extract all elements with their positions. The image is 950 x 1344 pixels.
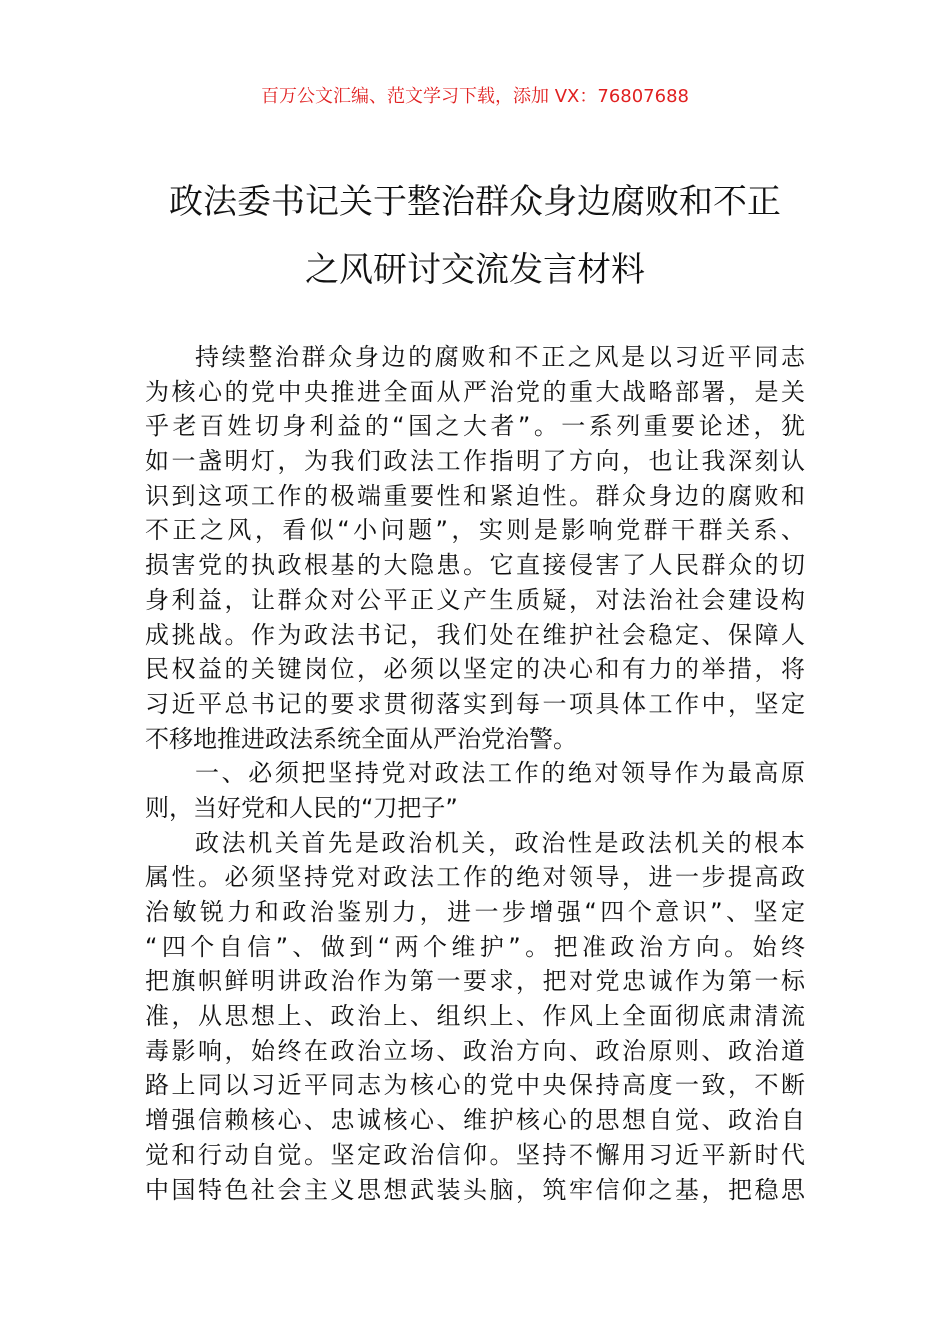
document-body (145, 340, 805, 1207)
paragraph-line: 治敏锐力和政治鉴别力，进一步增强“四个意识”、坚定 (145, 898, 805, 926)
paragraph-line: 身利益，让群众对公平正义产生质疑，对法治社会建设构 (145, 585, 805, 614)
paragraph-line: 为核心的党中央推进全面从严治党的重大战略部署，是关 (145, 377, 805, 406)
download-banner: 百万公文汇编、范文学习下载，添加 VX：76807688 (261, 86, 689, 107)
paragraph-line: 把旗帜鲜明讲政治作为第一要求，把对党忠诚作为第一标 (145, 967, 805, 996)
document-title-line-2: 之风研讨交流发言材料 (305, 250, 645, 290)
paragraph-line: 民权益的关键岗位，必须以坚定的决心和有力的举措，将 (145, 655, 805, 684)
paragraph-line: 不移地推进政法系统全面从严治党治警。 (145, 724, 577, 753)
paragraph-line: 识到这项工作的极端重要性和紧迫性。群众身边的腐败和 (145, 481, 805, 510)
paragraph-line: 持续整治群众身边的腐败和不正之风是以习近平同志 (195, 343, 805, 371)
paragraph-line: 习近平总书记的要求贯彻落实到每一项具体工作中，坚定 (145, 689, 805, 718)
paragraph-line: 增强信赖核心、忠诚核心、维护核心的思想自觉、政治自 (145, 1106, 805, 1135)
paragraph-line: 如一盏明灯，为我们政法工作指明了方向，也让我深刻认 (145, 447, 805, 476)
section-heading-line: 一、必须把坚持党对政法工作的绝对领导作为最高原 (195, 759, 805, 788)
paragraph-line: 损害党的执政根基的大隐患。它直接侵害了人民群众的切 (145, 551, 805, 580)
paragraph-line: 中国特色社会主义思想武装头脑，筑牢信仰之基，把稳思 (145, 1175, 805, 1204)
paragraph-line: 乎老百姓切身利益的“国之大者”。一系列重要论述，犹 (145, 412, 805, 441)
section-heading-line: 则，当好党和人民的“刀把子” (145, 793, 458, 822)
paragraph-line: 成挑战。作为政法书记，我们处在维护社会稳定、保障人 (145, 620, 805, 649)
paragraph-line: 路上同以习近平同志为核心的党中央保持高度一致，不断 (145, 1071, 805, 1100)
paragraph-line: 不正之风，看似“小问题”，实则是影响党群干群关系、 (145, 516, 805, 545)
paragraph-line: 毒影响，始终在政治立场、政治方向、政治原则、政治道 (145, 1036, 805, 1065)
paragraph-line: “四个自信”、做到“两个维护”。把准政治方向。始终 (145, 932, 805, 961)
paragraph-line: 属性。必须坚持党对政法工作的绝对领导，进一步提高政 (145, 863, 805, 892)
paragraph-line: 觉和行动自觉。坚定政治信仰。坚持不懈用习近平新时代 (145, 1140, 805, 1169)
document-title-line-1: 政法委书记关于整治群众身边腐败和不正 (169, 182, 781, 222)
paragraph-line: 政法机关首先是政治机关，政治性是政法机关的根本 (195, 828, 805, 857)
paragraph-line: 准，从思想上、政治上、组织上、作风上全面彻底肃清流 (145, 1002, 805, 1031)
